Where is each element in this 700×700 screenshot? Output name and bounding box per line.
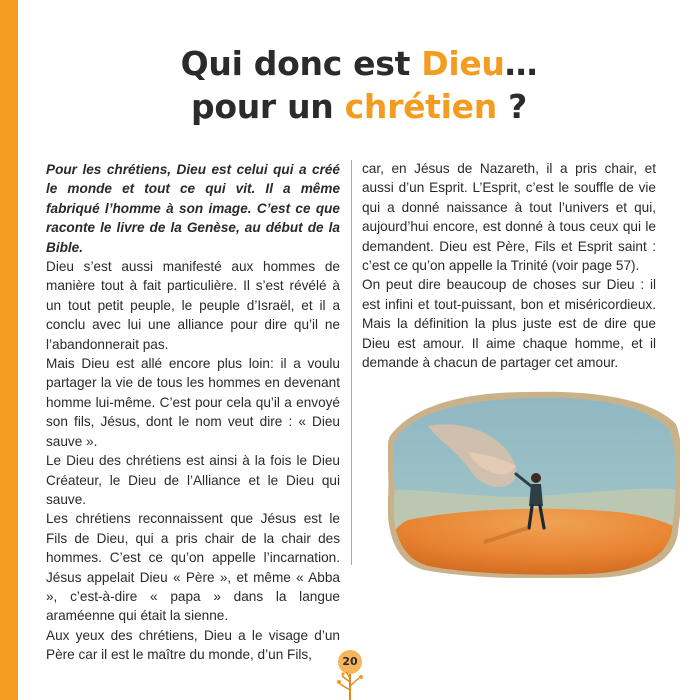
hand-of-god-illustration [388, 390, 680, 578]
right-text-column [362, 159, 656, 372]
orange-side-band [0, 0, 18, 700]
title-highlight-chretien: chrétien [344, 87, 497, 126]
title-line-1: Qui donc est Dieu… [180, 44, 538, 83]
lead-paragraph: Pour les chrétiens, Dieu est celui qui a créé le monde et tout ce qui vit. Il a même fabriqué l’homme à son image. C’est ce que raconte le livre de la Genèse, au début de la Bible. [46, 162, 340, 255]
body-paragraph: Les chrétiens reconnaissent que Jésus est le Fils de Dieu, qui a pris chair de la chair des hommes. C’est ce qu’on appelle l’incarnation. Jésus appelait Dieu « Père », et même « Abba », c’est-à-dire « papa » dans la langue araméenne qui était la sienne. [46, 511, 340, 624]
body-paragraph: Mais Dieu est allé encore plus loin: il a voulu partager la vie de tous les hommes en devenant homme lui-même. C’est pour cela qu’il a envoyé son fils, Jésus, dont le nom veut dire : « Dieu sauve ». [46, 356, 340, 449]
body-paragraph: On peut dire beaucoup de choses sur Dieu : il est infini et tout-puissant, bon et miséricordieux. Mais la définition la plus juste est de dire que Dieu est amour. Il aime chaque homme, et il demande à chacun de partager cet amour. [362, 277, 656, 371]
page-footer [320, 648, 380, 700]
left-text-column [46, 160, 340, 665]
body-paragraph: Le Dieu des chrétiens est ainsi à la fois le Dieu Créateur, le Dieu de l’Alliance et le Dieu qui sauve. [46, 453, 340, 507]
body-paragraph: Aux yeux des chrétiens, Dieu a le visage d’un Père car il est le maître du monde, d’un Fils, [46, 627, 340, 663]
page-title [18, 42, 700, 128]
page-number: 20 [342, 655, 358, 668]
column-divider [351, 160, 352, 565]
title-highlight-dieu: Dieu [421, 44, 505, 83]
title-line-2: pour un chrétien ? [191, 87, 527, 126]
body-paragraph: Dieu s’est aussi manifesté aux hommes de manière tout à fait particulière. Il s’est révélé à un tout petit peuple, le peuple d’Israël, et il a conclu avec lui une alliance pour dire qu’il ne l’abandonnerait pas. [46, 259, 340, 352]
body-paragraph: car, en Jésus de Nazareth, il a pris chair, et aussi d’un Esprit. L’Esprit, c’est le souffle de vie qui a donné naissance à tout l’univers et qui, aujourd’hui encore, est donné à tous ceux qui le demandent. Dieu est Père, Fils et Esprit saint : c’est ce qu’on appelle la Trinité (voir page 57). [362, 161, 656, 274]
